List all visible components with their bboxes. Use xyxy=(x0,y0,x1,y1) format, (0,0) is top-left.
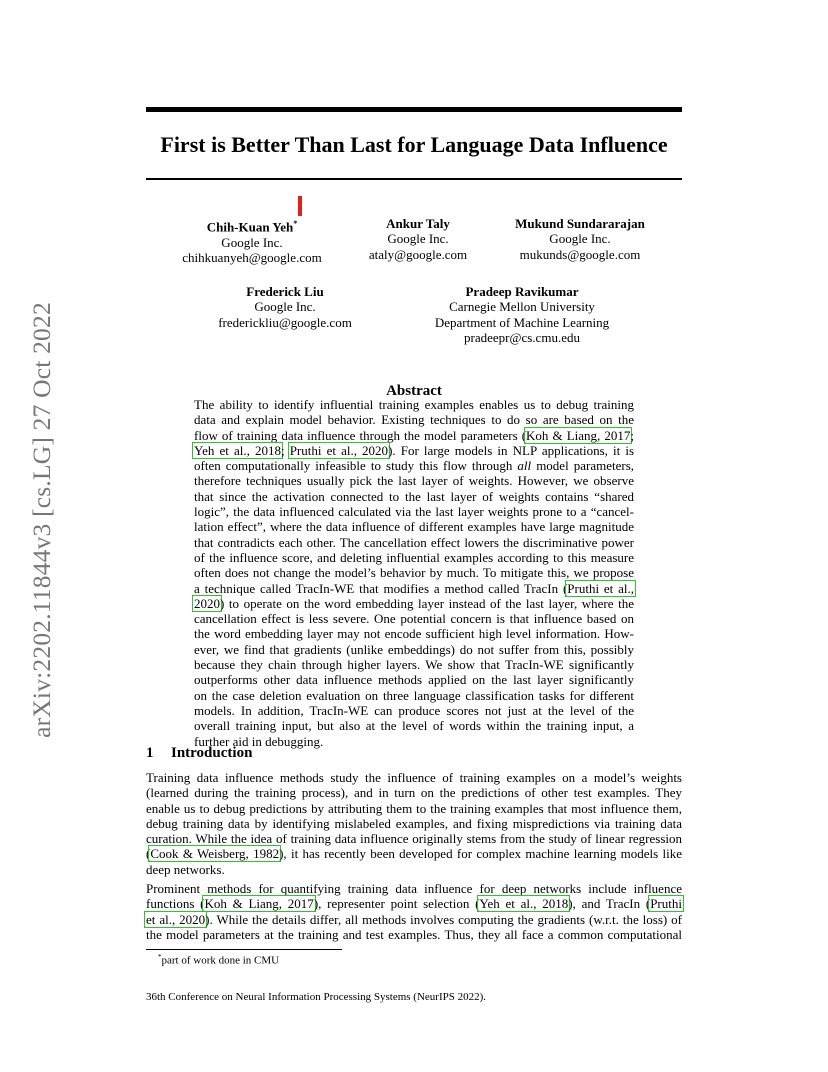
text-line: that since the activation connected to the last layer of weights contains “shared xyxy=(194,488,634,504)
text-segment: ), it has recently been developed for complex machine learning models like xyxy=(279,846,682,862)
text-line: that contradicts each other. The cancellation effect lowers the discriminative power xyxy=(194,534,634,550)
paper-title: First is Better Than Last for Language Data Influence xyxy=(160,132,668,157)
author-block xyxy=(218,284,352,330)
citation-link[interactable]: Koh & Liang, 2017 xyxy=(526,427,631,443)
author-department: Department of Machine Learning xyxy=(434,314,610,330)
citation-link[interactable]: Yeh et al., 2018 xyxy=(194,442,281,458)
text-line: logic”, the data influenced calculated via the last layer weights prone to a “cancel- xyxy=(194,504,634,520)
text-segment: flow of training data influence through the model parameters ( xyxy=(194,427,527,443)
author-affiliation: Google Inc. xyxy=(387,231,449,247)
text-segment: ), and TracIn ( xyxy=(568,896,651,912)
text-line: lation effect”, where the data influence of different examples have large magnitude xyxy=(194,519,634,535)
text-segment: ) to operate on the word embedding layer instead of the last layer, where the xyxy=(220,595,634,611)
change-bar xyxy=(298,196,302,216)
author-affiliation: Carnegie Mellon University xyxy=(449,299,595,315)
author-affiliation: Google Inc. xyxy=(221,234,283,250)
text-segment: ), representer point selection ( xyxy=(313,896,480,912)
text-line: debug training data by identifying mislabeled examples, and fixing mispredictions via training data xyxy=(146,815,682,831)
author-name: Frederick Liu xyxy=(246,284,324,299)
title-top-rule xyxy=(146,107,682,112)
text-line: cancellation effect is less severe. One potential concern is that influence based on xyxy=(194,611,634,627)
text-segment: ; xyxy=(280,442,290,458)
conference-line: 36th Conference on Neural Information Processing Systems (NeurIPS 2022). xyxy=(146,991,487,1003)
text-segment: ; xyxy=(630,427,634,443)
author-name: Pradeep Ravikumar xyxy=(465,284,579,299)
text-line: the model parameters at the training and test examples. Thus, they all face a common computational xyxy=(146,926,682,942)
text-line: the word embedding layer may not encode sufficient high level information. How- xyxy=(194,626,634,642)
text-line: because they chain through higher layers. We show that TracIn-WE significantly xyxy=(194,657,634,673)
abstract-heading: Abstract xyxy=(386,383,442,399)
text-line: deep networks. xyxy=(146,861,225,877)
text-line: The ability to identify influential training examples enables us to debug training xyxy=(194,397,634,412)
author-name: Chih-Kuan Yeh* xyxy=(206,219,298,235)
citation-link[interactable]: Koh & Liang, 2017 xyxy=(204,896,314,912)
author-block xyxy=(435,284,609,345)
citation-link[interactable]: Pruthi et al., 2020 xyxy=(289,442,389,458)
text-line: data and explain model behavior. Existing techniques to do so are based on the xyxy=(194,412,634,428)
text-line: outperforms other data influence methods applied on the last layer significantly xyxy=(194,672,634,688)
text-line: often computationally infeasible to study this flow through all model parameters, xyxy=(194,458,635,474)
author-email: ataly@google.com xyxy=(368,246,468,262)
text-line: therefore techniques usually pick the last layer of weights. However, we observe xyxy=(194,473,634,489)
author-affiliation: Google Inc. xyxy=(549,231,611,247)
author-email: chihkuanyeh@google.com xyxy=(182,249,322,265)
citation-link[interactable]: Cook & Weisberg, 1982 xyxy=(150,846,280,862)
text-line xyxy=(194,581,634,596)
citation-link[interactable]: et al., 2020 xyxy=(146,911,206,927)
text-line: curation. While the idea of training data influence originally stems from the study of linear regression xyxy=(146,831,682,847)
footnote-mark: * xyxy=(158,953,162,961)
text-line: Training data influence methods study the influence of training examples on a model’s weights xyxy=(146,770,682,785)
footnote xyxy=(158,950,279,968)
text-line xyxy=(194,596,634,611)
abstract-body xyxy=(194,397,634,749)
author-block xyxy=(515,216,645,262)
text-line xyxy=(194,443,634,458)
intro-paragraph xyxy=(146,770,682,877)
text-segment: ). For large models in NLP applications, it is xyxy=(388,442,635,458)
author-email: frederickliu@google.com xyxy=(218,314,352,330)
citation-link[interactable]: Pruthi et al., xyxy=(567,580,635,596)
text-segment: a technique called TracIn-WE that modifies a method called TracIn ( xyxy=(194,580,568,596)
text-segment: functions ( xyxy=(146,896,205,912)
text-line xyxy=(146,912,682,927)
text-line: models. In addition, TracIn-WE can produce scores not just at the level of the xyxy=(194,702,634,718)
text-line: enable us to debug predictions by attributing them to the training examples that most influence them, xyxy=(146,800,682,816)
text-line: further aid in debugging. xyxy=(194,733,324,749)
text-line: often does not change the model’s behavior by much. To mitigate this, we propose xyxy=(194,565,634,581)
section-number: 1 xyxy=(146,745,154,761)
author-block xyxy=(182,216,321,265)
text-line: ever, we find that gradients (unlike embeddings) do not suffer from this, possibly xyxy=(194,641,634,657)
author-footnote-mark: * xyxy=(293,219,298,228)
author-block xyxy=(369,216,467,262)
arxiv-identifier: arXiv:2202.11844v3 [cs.LG] 27 Oct 2022 xyxy=(27,302,56,738)
citation-link[interactable]: 2020 xyxy=(194,595,220,611)
text-segment: ( xyxy=(146,846,151,862)
citation-link[interactable]: Yeh et al., 2018 xyxy=(479,896,569,912)
text-line: of the influence score, and deleting influential examples according to this measure xyxy=(194,549,634,565)
author-name: Mukund Sundararajan xyxy=(515,216,645,231)
text-line xyxy=(146,896,682,911)
author-name: Ankur Taly xyxy=(386,216,450,231)
text-line xyxy=(194,428,634,443)
text-segment: ). While the details differ, all methods involves computing the gradients (w.r.t. the loss) of xyxy=(205,911,682,927)
footnote-text: part of work done in CMU xyxy=(161,954,280,967)
text-line: overall training input, but also at the level of words within the training input, a xyxy=(194,718,634,734)
text-line: on the case deletion evaluation on three language classification tasks for different xyxy=(194,687,634,703)
citation-link[interactable]: Pruthi xyxy=(650,896,682,912)
emphasis: all xyxy=(517,458,532,474)
text-line xyxy=(146,846,682,861)
author-email: mukunds@google.com xyxy=(519,246,641,262)
text-line: Prominent methods for quantifying training data influence for deep networks include influence xyxy=(146,881,682,896)
author-email: pradeepr@cs.cmu.edu xyxy=(464,329,580,345)
intro-paragraph xyxy=(146,881,682,942)
section-title: Introduction xyxy=(171,745,253,761)
author-affiliation: Google Inc. xyxy=(254,299,316,315)
title-bottom-rule xyxy=(146,178,682,180)
section-heading xyxy=(146,743,252,763)
text-line: (learned during the training process), and in turn on the predictions of other test examples. They xyxy=(146,785,682,801)
